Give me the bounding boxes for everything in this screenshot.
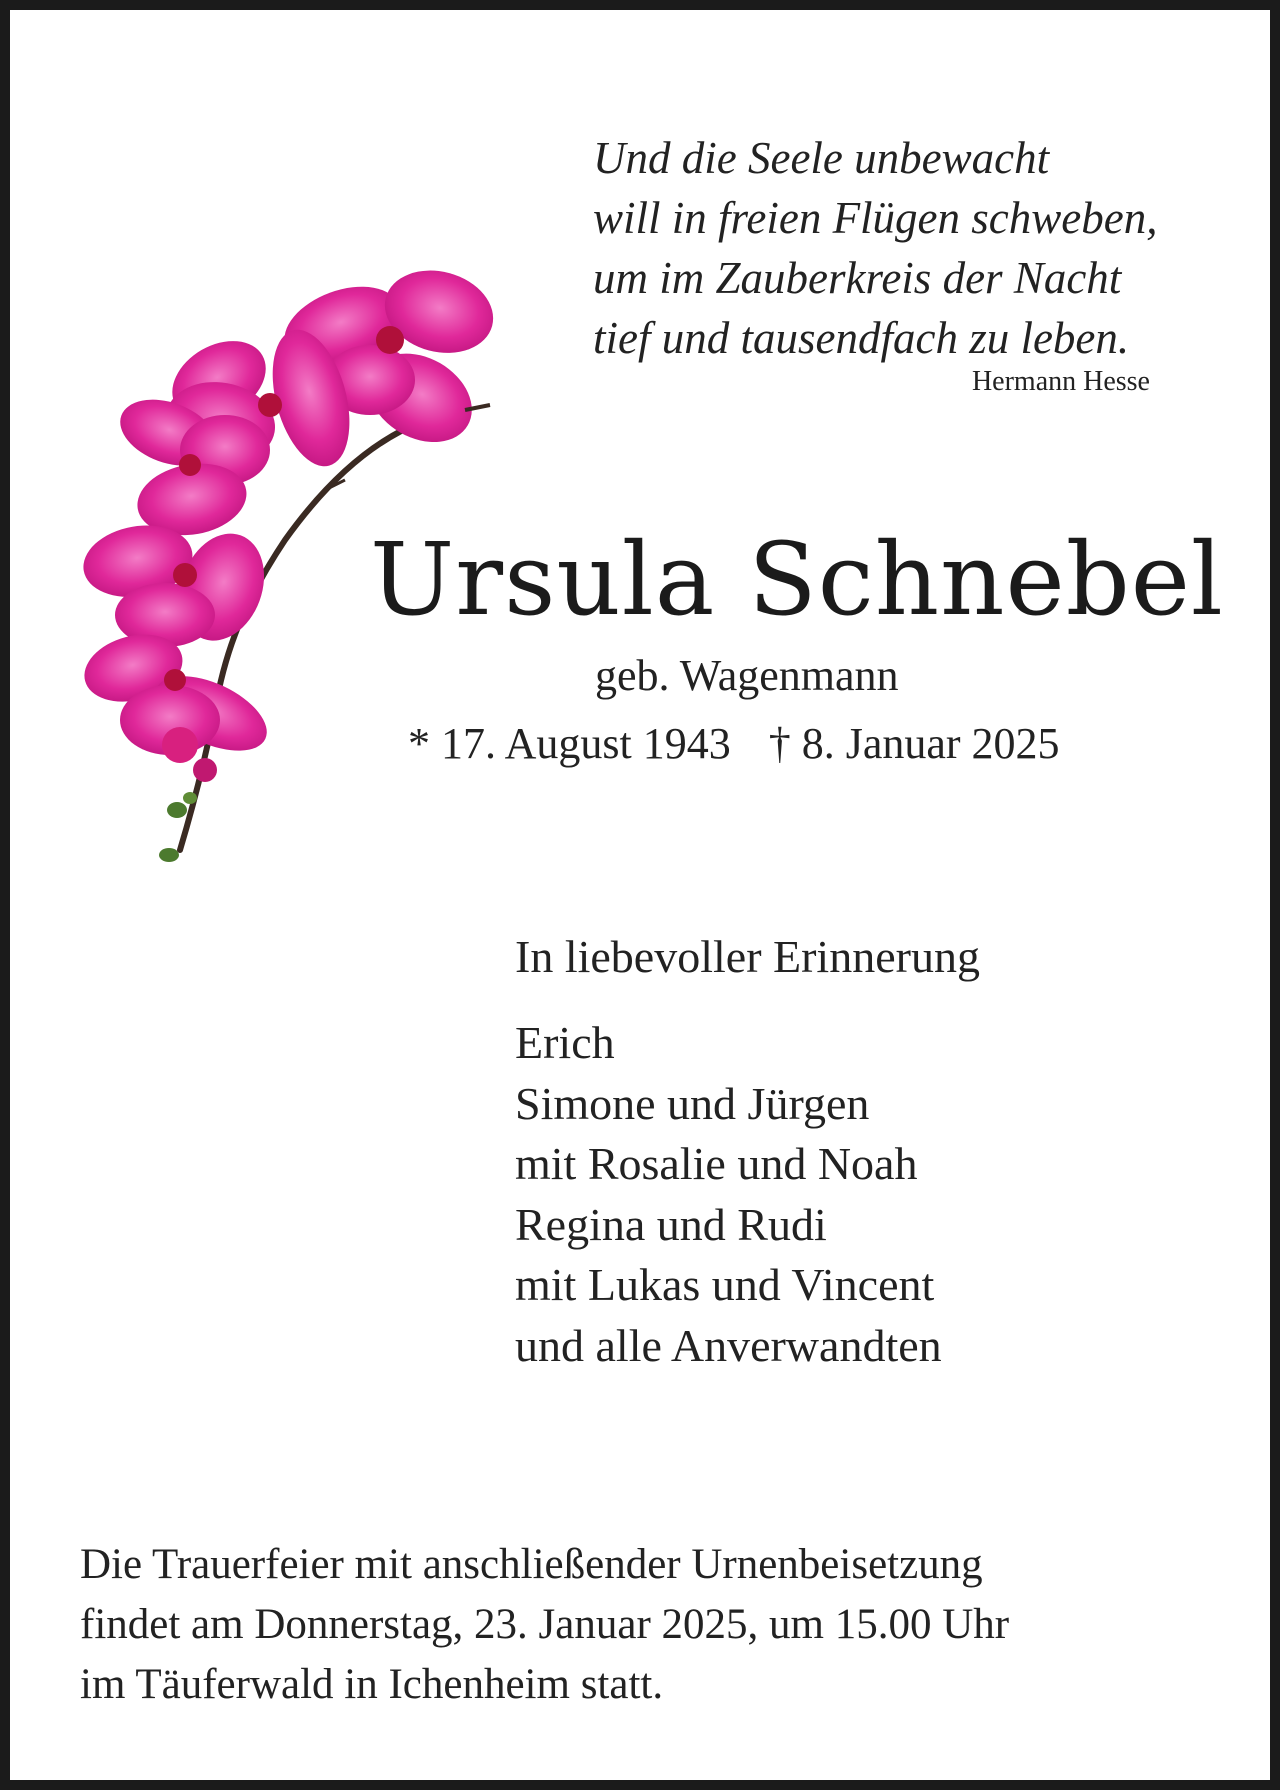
mourner: und alle Anverwandten <box>515 1319 942 1371</box>
quote-line: will in freien Flügen schweben, <box>593 193 1158 243</box>
service-line: Die Trauerfeier mit anschließender Urnenbeisetzung <box>80 1541 983 1588</box>
service-info <box>80 1535 1230 1715</box>
mourner: mit Rosalie und Noah <box>515 1138 918 1189</box>
birth-name: geb. Wagenmann <box>595 651 899 700</box>
mourner: Regina und Rudi <box>515 1198 827 1250</box>
memory-line: In liebevoller Erinnerung <box>515 931 980 982</box>
mourner: Erich <box>515 1017 615 1068</box>
life-dates <box>408 718 1208 769</box>
quote-author: Hermann Hesse <box>971 366 1150 397</box>
mourner: Simone und Jürgen <box>515 1077 870 1129</box>
mourners-list <box>515 1013 1215 1376</box>
deceased-name: Ursula Schnebel <box>370 521 1224 638</box>
quote-line: tief und tausendfach zu leben. <box>593 313 1130 363</box>
quote-line: um im Zauberkreis der Nacht <box>593 253 1122 303</box>
birth-date: * 17. August 1943 <box>408 719 731 768</box>
mourner: mit Lukas und Vincent <box>515 1259 935 1310</box>
service-line: findet am Donnerstag, 23. Januar 2025, um 15.00 Uhr <box>80 1601 1010 1648</box>
hesse-quote <box>593 128 1158 368</box>
quote-line: Und die Seele unbewacht <box>593 133 1050 183</box>
death-date: † 8. Januar 2025 <box>768 719 1060 768</box>
service-line: im Täuferwald in Ichenheim statt. <box>80 1661 664 1708</box>
